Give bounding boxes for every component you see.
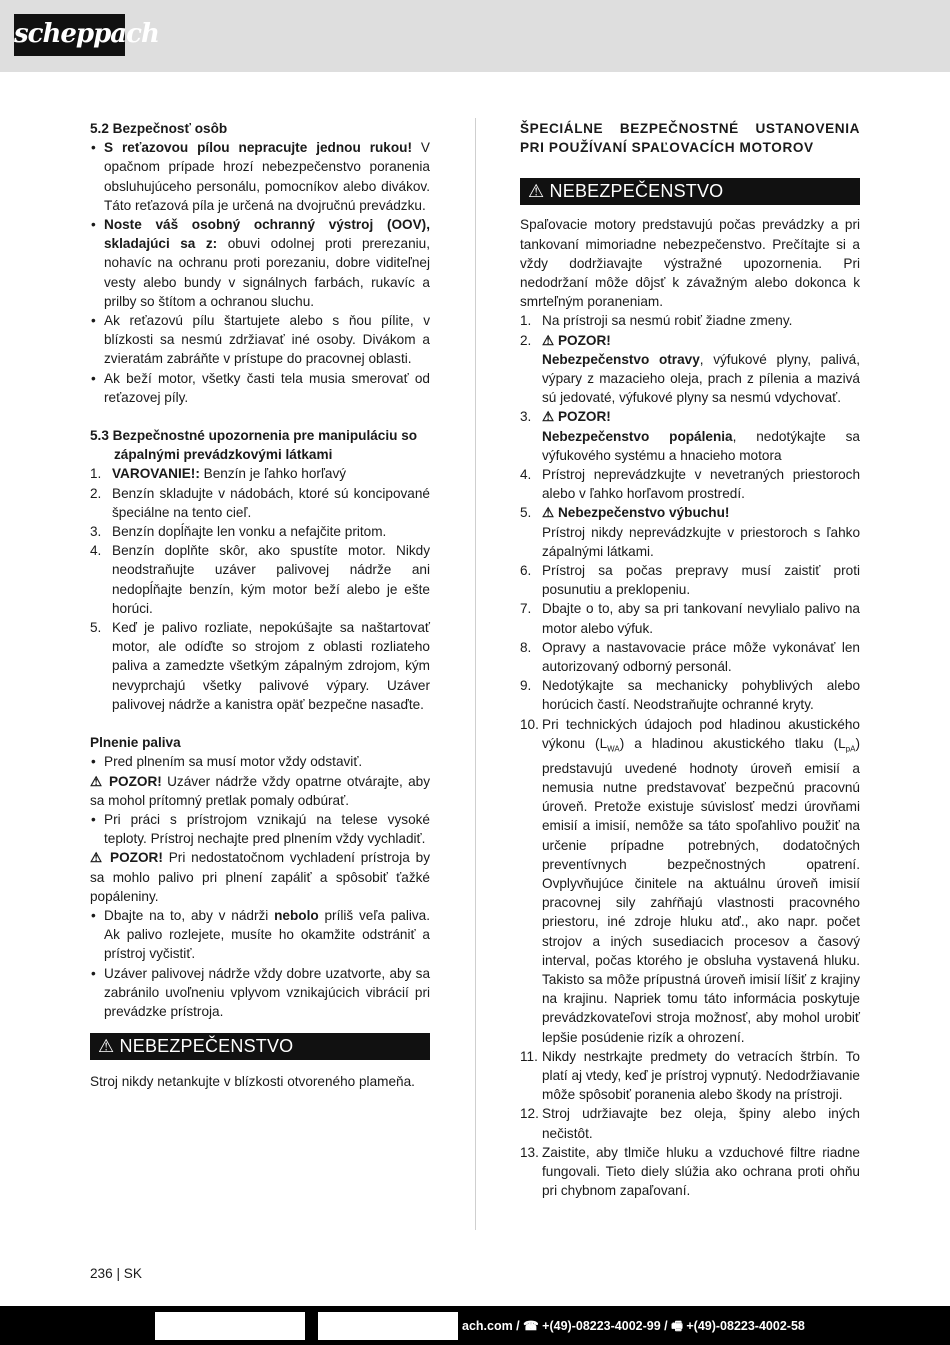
text: Opravy a nastavovacie práce môže vykonávať len autorizovaný odborný personál. [542,639,860,675]
item-number: 2. [520,332,532,348]
list-item [90,906,430,964]
redaction-block [155,1312,305,1340]
list-item: • Uzáver palivovej nádrže vždy dobre uzatvorte, aby sa zabránilo uvoľneniu vplyvom vznikajúcich vibrácií pri prevádzke prístroja. [90,964,430,1022]
danger-banner: ⚠ NEBEZPEČENSTVO [520,178,860,205]
list-item [520,1104,860,1142]
text: Benzín skladujte v nádobách, ktoré sú koncipované špeciálne na tento cieľ. [112,485,430,520]
warning-label: ⚠ POZOR! [542,409,611,425]
item-number: 9. [520,678,532,694]
text: Dbajte na to, aby v nádrži [104,907,275,923]
scheppach-logo: scheppach [14,14,125,56]
list-item [90,541,430,618]
section-5-2-title: 5.2 Bezpečnosť osôb [90,121,228,136]
list-item [520,1143,860,1201]
warning-label: ⚠ POZOR! [90,850,163,866]
bold-text: nebolo [274,907,319,923]
bold-text: Nebezpečenstvo popálenia [542,428,733,444]
subscript: WA [607,744,620,754]
item-number: 2. [90,485,102,501]
text: , nedotýkajte sa výfukového systému a hnacieho motora [542,428,860,463]
item-number: 4. [90,543,102,559]
item-number: 6. [520,563,532,579]
list-item: • Ak beží motor, všetky časti tela musia smerovať od reťazovej píly. [90,369,430,407]
text: V opačnom prípade hrozí nebezpečenstvo poranenia obsluhujúceho personálu, pomocníkov alebo divákov. Táto reťazová píla je určená na dvojručnú prevádzku. [104,140,430,213]
list-item: • Ak reťazovú pílu štartujete alebo s ňou pílite, v blízkosti sa nesmú zdržiavať iné osoby. Divákom a zvieratám zabráňte v prístupe do pracovnej oblasti. [90,311,430,369]
list-item [520,311,860,330]
text: Dbajte o to, aby sa pri tankovaní nevylialo palivo na motor alebo výfuk. [542,601,860,636]
page-number: 236 | SK [90,1266,142,1281]
redaction-block [318,1312,458,1340]
item-number: 4. [520,467,532,483]
list-item [90,215,430,311]
danger-banner: ⚠ NEBEZPEČENSTVO [90,1033,430,1060]
text: príliš veľa paliva. Ak palivo rozlejete, musíte ho okamžite odstrániť a prístroj vyčistiť. [104,907,430,962]
list-item [520,465,860,503]
text: ) a hladinou akustického tlaku (L [619,735,846,751]
column-divider [475,118,476,1230]
text: Keď je palivo rozliate, nepokúšajte sa naštartovať motor, ale odíďte so strojom z oblasti rozliateho paliva a zamedzte všetkým zápalným zdrojom, kým nevyprchajú všetky palivové výpary. Uzáver palivovej nádrže a kanistra opäť bezpečne nasaďte. [112,620,430,712]
warning-paragraph [90,848,430,906]
text: Prístroj nikdy neprevádzkujte v priestoroch s ľahko zápalnými látkami. [542,524,860,559]
section-5-3-title: 5.3 Bezpečnostné upozornenia pre manipuláciu so zápalnými prevádzkovými látkami [90,428,418,463]
list-item [520,676,860,714]
contact-info: ach.com / ☎ +(49)-08223-4002-99 / 🖷 +(49)-08223-4002-58 [462,1319,805,1333]
item-number: 3. [90,524,102,540]
list-item [520,561,860,599]
text: , výfukové plyny, palivá, výpary z mazacieho oleja, prach z pílenia a mazivá sú jedovaté, výfukové plyny sa nesmú vdychovať. [542,351,860,406]
footer-bar [0,1306,950,1345]
text: Benzín je ľahko horľavý [199,466,347,482]
left-column [90,119,430,1091]
text: Prístroj neprevádzkujte v nevetraných priestoroch alebo v ľahko horľavom prostredí. [542,467,860,502]
special-safety-title: ŠPECIÁLNE BEZPEČNOSTNÉ USTANOVENIA PRI POUŽÍVANÍ SPAĽOVACÍCH MOTOROV [520,121,860,156]
text: Pri technických údajoch pod hladinou akustického výkonu (L [542,716,860,751]
right-column [520,119,860,1200]
page-number-value: 236 [90,1266,113,1281]
item-number: 1. [90,466,102,482]
language-code: SK [123,1266,142,1281]
list-item [520,503,860,561]
list-item [520,638,860,676]
list-item [520,407,860,465]
subscript: pA [845,744,856,754]
item-number: 1. [520,313,532,329]
list-item [90,464,430,483]
text: Uzáver nádrže vždy opatrne otvárajte, aby sa mohol prítomný pretlak pomaly odbúrať. [90,773,430,808]
text: Zaistite, aby tlmiče hluku a vzduchové filtre riadne fungovali. Tieto diely slúžia ako ochrana proti ohňu pri chybnom zapaľovaní. [542,1144,860,1199]
bold-text: Noste váš osobný ochranný výstroj (OOV), skladajúci sa z: [104,217,430,252]
text: Pri nedostatočnom vychladení prístroja by sa mohlo palivo pri plnení zapáliť a spôsobiť ťažké popáleniny. [90,850,430,904]
header-bar [0,0,950,72]
list-item [90,138,430,215]
fuel-filling-title: Plnenie paliva [90,735,181,751]
text: Stroj udržiavajte bez oleja, špiny alebo iných nečistôt. [542,1106,860,1141]
danger-text: Stroj nikdy netankujte v blízkosti otvoreného plameňa. [90,1074,415,1090]
list-item: • Pred plnením sa musí motor vždy odstaviť. [90,752,430,771]
text: Nedotýkajte sa mechanicky pohyblivých alebo horúcich častí. Neodstraňujte ochranné kryty. [542,678,860,713]
warning-label: ⚠ POZOR! [90,773,162,789]
text: Nikdy nestrkajte predmety do vetracích štrbín. To platí aj vtedy, keď je prístroj vypnutý. Nedodržiavanie môže spôsobiť poranenia alebo škody na prístroji. [542,1048,860,1103]
item-number: 12. [520,1106,539,1122]
item-number: 7. [520,601,532,617]
item-number: 5. [90,620,102,636]
text: Benzín dopĺňajte len vonku a nefajčite pritom. [112,524,387,540]
warning-paragraph [90,772,430,810]
warning-label: ⚠ POZOR! [542,332,611,348]
bold-text: Nebezpečenstvo otravy [542,351,700,367]
list-item: • Pri práci s prístrojom vznikajú na telese vysoké teploty. Prístroj nechajte pred plnením vždy vychladiť. [90,810,430,848]
item-number: 3. [520,409,532,425]
text: obuvi odolnej proti prerezaniu, nohavíc na ochranu proti porezaniu, dobre viditeľnej vesty alebo bundy v signálnych farbách, rukavíc a prilby so štítom a ochranou sluchu. [104,236,430,309]
item-number: 13. [520,1144,539,1160]
list-item [90,618,430,714]
list-item [520,715,860,1047]
intro-text: Spaľovacie motory predstavujú počas prevádzky a pri tankovaní mimoriadne nebezpečenstvo. Prečítajte si a vždy dodržiavajte výstražné upozornenia. Pri nedodržaní môže dôjsť k závažným alebo dokonca k smrteľným poraneniam. [520,217,860,310]
list-item [90,484,430,522]
item-number: 10. [520,716,539,732]
item-number: 8. [520,639,532,655]
list-item [520,1047,860,1105]
item-number: 5. [520,505,532,521]
item-number: 11. [520,1048,538,1064]
bold-text: VAROVANIE!: [112,466,200,482]
bold-text: S reťazovou pílou nepracujte jednou rukou! [104,140,412,156]
list-item [520,599,860,637]
list-item [520,331,860,408]
text: ) predstavujú uvedené hodnoty úroveň emisií a nemusia nutne predstavovať bezpečnú pracovnú úroveň. Pretože existuje súvislosť medzi úrovňami emisií a imisií, nemôže sa táto spoľahlivo použiť na určenie prípadne potrebných, dodatočných preventívnych bezpečnostných opatrení. Ovplyvňujúce činitele na aktuálnu úroveň imisií pracovnej sily zahŕňajú vlastnosti pracovného priestoru, iné zdroje hluku atď., ako napr. počet strojov a iných susediacich procesov a časový interval, počas ktorého je obsluha vystavená hluku. Takisto sa môže prípustná úroveň imisií líšiť z krajiny na krajinu. Napriek tomu táto informácia poskytuje prevádzkovateľovi stroja možnosť, aby mohol urobiť lepšie posúdenie rizík a ohrození. [542,735,860,1045]
text: Benzín doplňte skôr, ako spustíte motor. Nikdy neodstraňujte uzáver palivovej nádrže ani nedopĺňajte benzín, kým motor beží alebo je ešte horúci. [112,543,430,616]
text: Prístroj sa počas prepravy musí zaistiť proti posunutiu a preklopeniu. [542,563,860,598]
warning-label: ⚠ Nebezpečenstvo výbuchu! [542,505,730,521]
text: Na prístroji sa nesmú robiť žiadne zmeny. [542,313,793,329]
list-item [90,522,430,541]
